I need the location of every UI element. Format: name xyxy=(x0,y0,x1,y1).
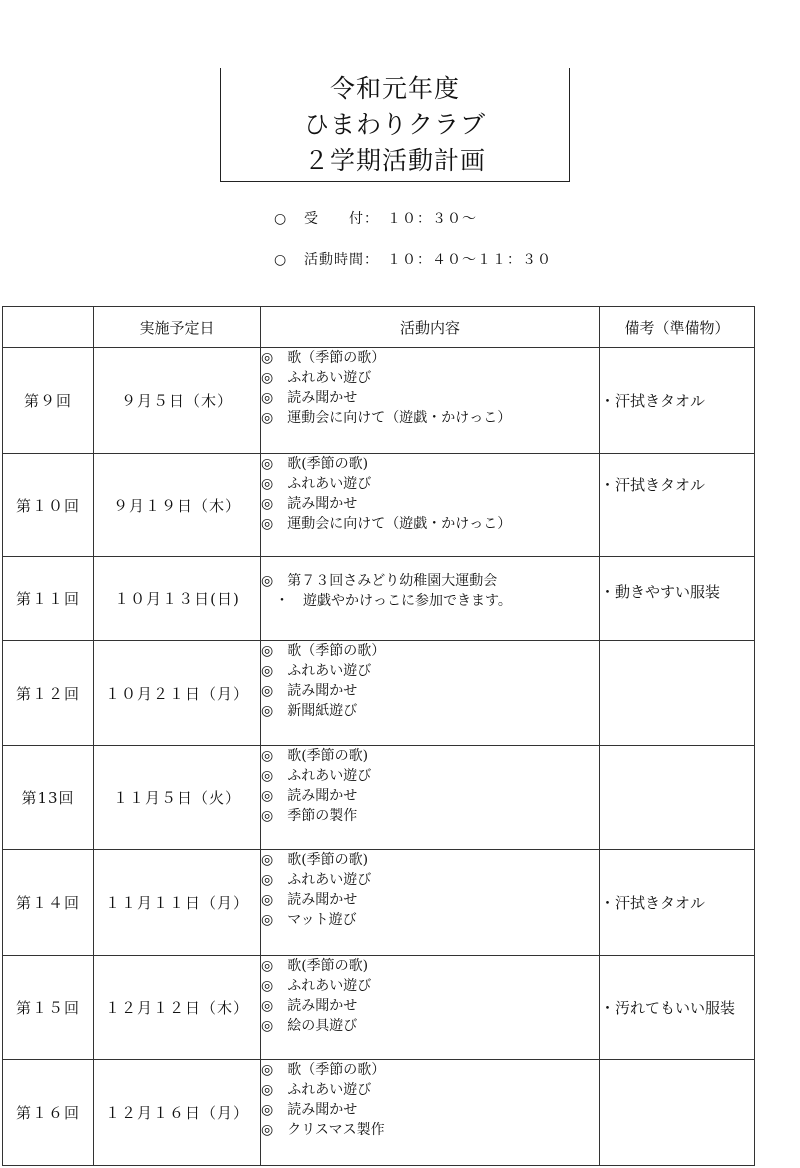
activity-item: ・ 遊戯やかけっこに参加できます。 xyxy=(261,593,512,609)
table-row xyxy=(3,746,755,850)
activity-item: ◎ 歌(季節の歌) xyxy=(261,852,369,868)
activity-item: ◎ 歌（季節の歌） xyxy=(261,1062,386,1078)
table-row xyxy=(3,1060,755,1166)
note-cell xyxy=(600,641,755,746)
content-cell xyxy=(261,1060,600,1166)
round-cell: 第１６回 xyxy=(3,1060,94,1166)
note-cell: ・汗拭きタオル xyxy=(600,348,755,454)
note-cell xyxy=(600,1060,755,1166)
content-cell xyxy=(261,641,600,746)
schedule-table xyxy=(2,306,755,1166)
table-row xyxy=(3,850,755,956)
header-notes: 備考（準備物） xyxy=(600,307,755,348)
date-cell: １１月５日（火） xyxy=(94,746,261,850)
activity-item: ◎ ふれあい遊び xyxy=(261,768,372,784)
date-cell: ９月１９日（木） xyxy=(94,454,261,557)
note-cell xyxy=(600,746,755,850)
header-content: 活動内容 xyxy=(261,307,600,348)
activity-item: ◎ 読み聞かせ xyxy=(261,788,358,804)
activity-item: ◎ 読み聞かせ xyxy=(261,1102,358,1118)
table-row xyxy=(3,454,755,557)
note-cell: ・汗拭きタオル xyxy=(600,454,755,557)
activity-item: ◎ 読み聞かせ xyxy=(261,496,358,512)
table-row xyxy=(3,348,755,454)
activity-item: ◎ 読み聞かせ xyxy=(261,390,358,406)
round-cell: 第13回 xyxy=(3,746,94,850)
content-cell xyxy=(261,348,600,454)
note-cell: ・動きやすい服装 xyxy=(600,557,755,641)
activity-item: ◎ 読み聞かせ xyxy=(261,998,358,1014)
activity-item: ◎ クリスマス製作 xyxy=(261,1122,385,1138)
date-cell: １２月１２日（木） xyxy=(94,956,261,1060)
round-cell: 第１１回 xyxy=(3,557,94,641)
activity-item: ◎ ふれあい遊び xyxy=(261,978,372,994)
content-cell xyxy=(261,956,600,1060)
activity-item: ◎ ふれあい遊び xyxy=(261,476,372,492)
round-cell: 第１０回 xyxy=(3,454,94,557)
circle-icon: ○ xyxy=(274,252,288,268)
title-line-club: ひまわりクラブ xyxy=(303,110,486,139)
activity-item: ◎ 読み聞かせ xyxy=(261,683,358,699)
title-line-year: 令和元年度 xyxy=(329,74,460,103)
activity-item: ◎ 第７３回さみどり幼稚園大運動会 xyxy=(261,573,498,589)
title-box xyxy=(220,68,570,182)
activity-item: ◎ 歌(季節の歌) xyxy=(261,456,369,472)
circle-icon: ○ xyxy=(274,211,288,227)
activity-item: ◎ 歌（季節の歌） xyxy=(261,643,386,659)
activity-item: ◎ 歌(季節の歌) xyxy=(261,748,369,764)
date-cell: １０月２１日（月） xyxy=(94,641,261,746)
activity-item: ◎ 歌(季節の歌) xyxy=(261,958,369,974)
activity-time xyxy=(274,249,552,269)
reception-time-text: 受 付： １０：３０～ xyxy=(304,211,477,227)
content-cell xyxy=(261,454,600,557)
round-cell: 第１４回 xyxy=(3,850,94,956)
activity-item: ◎ 季節の製作 xyxy=(261,808,358,824)
table-row xyxy=(3,557,755,641)
reception-time xyxy=(274,208,477,228)
table-row xyxy=(3,956,755,1060)
content-cell xyxy=(261,746,600,850)
activity-item: ◎ 歌（季節の歌） xyxy=(261,350,386,366)
activity-item: ◎ 運動会に向けて（遊戯・かけっこ） xyxy=(261,410,512,426)
activity-item: ◎ 新聞紙遊び xyxy=(261,703,358,719)
note-cell: ・汗拭きタオル xyxy=(600,850,755,956)
table-row xyxy=(3,641,755,746)
date-cell: ９月５日（木） xyxy=(94,348,261,454)
round-cell: 第１５回 xyxy=(3,956,94,1060)
activity-item: ◎ 運動会に向けて（遊戯・かけっこ） xyxy=(261,516,512,532)
activity-item: ◎ ふれあい遊び xyxy=(261,370,372,386)
round-cell: 第１２回 xyxy=(3,641,94,746)
activity-item: ◎ 読み聞かせ xyxy=(261,892,358,908)
header-date: 実施予定日 xyxy=(94,307,261,348)
activity-item: ◎ ふれあい遊び xyxy=(261,872,372,888)
activity-item: ◎ 絵の具遊び xyxy=(261,1018,358,1034)
activity-item: ◎ ふれあい遊び xyxy=(261,1082,372,1098)
content-cell xyxy=(261,557,600,641)
content-cell xyxy=(261,850,600,956)
activity-item: ◎ ふれあい遊び xyxy=(261,663,372,679)
activity-time-text: 活動時間： １０：４０～１１：３０ xyxy=(304,252,552,268)
date-cell: １２月１６日（月） xyxy=(94,1060,261,1166)
date-cell: １１月１１日（月） xyxy=(94,850,261,956)
header-round xyxy=(3,307,94,348)
activity-item: ◎ マット遊び xyxy=(261,912,357,928)
note-cell: ・汚れてもいい服装 xyxy=(600,956,755,1060)
round-cell: 第９回 xyxy=(3,348,94,454)
title-line-plan: ２学期活動計画 xyxy=(303,146,486,175)
table-header-row xyxy=(3,307,755,348)
date-cell: １０月１３日(日) xyxy=(94,557,261,641)
